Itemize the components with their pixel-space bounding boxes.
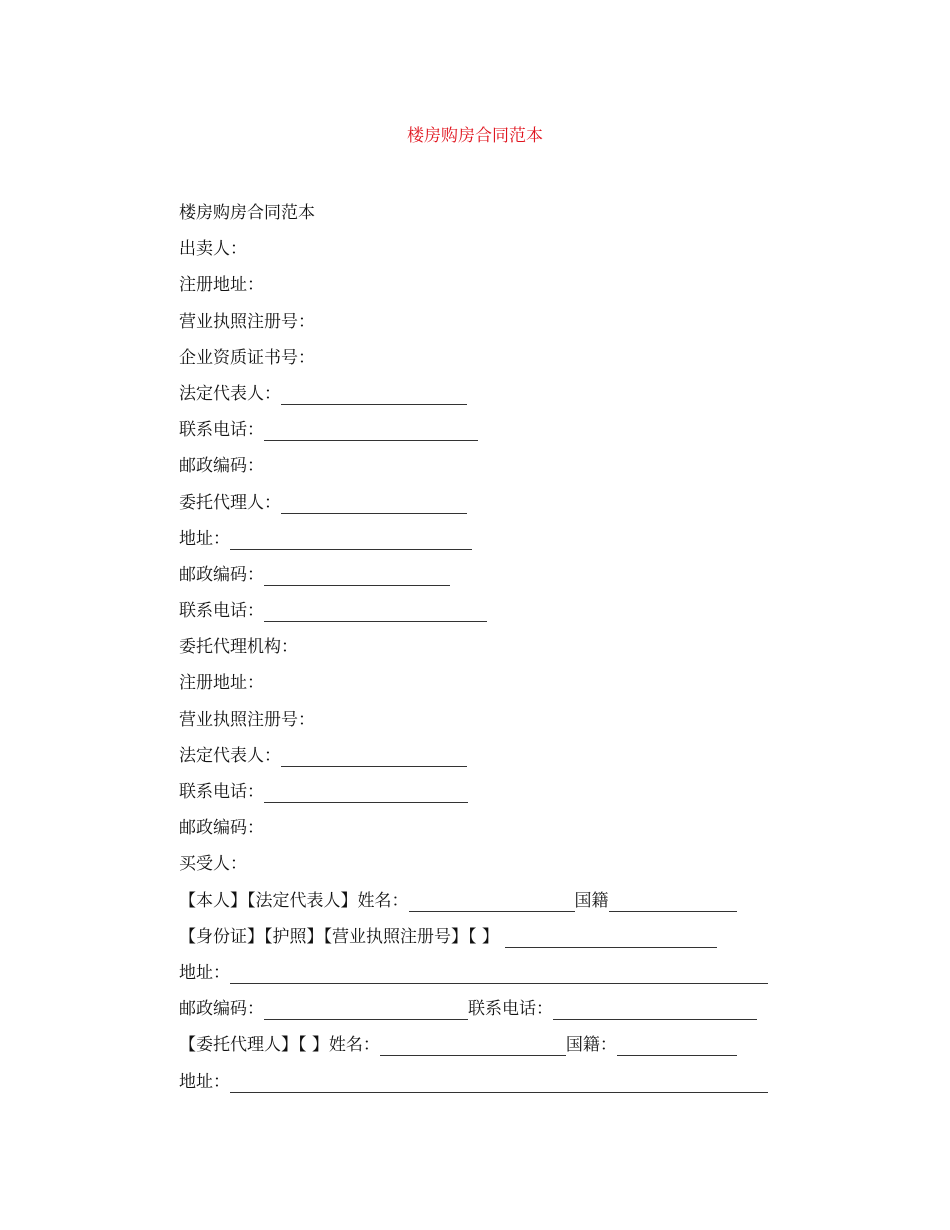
seller-agent-postcode-label: 邮政编码： [179, 564, 264, 585]
contract-heading: 楼房购房合同范本 [179, 203, 315, 223]
agency-license-label: 营业执照注册号： [179, 709, 315, 730]
seller-agent-line [179, 485, 779, 521]
buyer-identity-options: 【本人】【法定代表人】姓名： [179, 890, 409, 911]
seller-reg-address-line [179, 267, 779, 303]
heading-line [179, 195, 779, 231]
seller-legal-rep-blank[interactable] [281, 403, 467, 405]
buyer-agent-nationality-label: 国籍： [565, 1035, 617, 1056]
agency-legal-rep-label: 法定代表人： [179, 745, 281, 766]
seller-phone-line [179, 412, 779, 448]
buyer-phone-blank[interactable] [553, 1018, 757, 1020]
seller-legal-rep-line [179, 376, 779, 412]
buyer-address-line [179, 955, 779, 991]
buyer-agent-address-line [179, 1064, 779, 1100]
seller-label: 出卖人： [179, 239, 247, 260]
seller-license-line [179, 304, 779, 340]
buyer-agent-line [179, 1027, 779, 1063]
agency-line [179, 629, 779, 665]
buyer-postcode-blank[interactable] [264, 1018, 468, 1020]
buyer-nationality-label: 国籍 [574, 890, 609, 911]
buyer-id-types: 【身份证】【护照】【营业执照注册号】【 】 [179, 926, 499, 947]
buyer-postcode-label: 邮政编码： [179, 999, 264, 1020]
agency-reg-address-line [179, 665, 779, 701]
buyer-id-line [179, 919, 779, 955]
seller-agent-blank[interactable] [281, 512, 467, 514]
seller-agent-postcode-blank[interactable] [264, 584, 450, 586]
buyer-id-blank[interactable] [505, 946, 717, 948]
buyer-name-blank[interactable] [409, 910, 575, 912]
buyer-label: 买受人： [179, 854, 247, 875]
buyer-name-line [179, 883, 779, 919]
seller-agent-postcode-line [179, 557, 779, 593]
buyer-agent-name-blank[interactable] [380, 1054, 566, 1056]
seller-qualification-line [179, 340, 779, 376]
seller-reg-address-label: 注册地址： [179, 275, 264, 296]
agency-phone-line [179, 774, 779, 810]
buyer-agent-address-blank[interactable] [230, 1091, 768, 1093]
seller-agent-address-line [179, 521, 779, 557]
agency-license-line [179, 702, 779, 738]
agency-legal-rep-line [179, 738, 779, 774]
seller-agent-phone-blank[interactable] [264, 620, 487, 622]
buyer-agent-options: 【委托代理人】【 】姓名： [179, 1035, 380, 1056]
seller-phone-blank[interactable] [264, 439, 478, 441]
agency-phone-label: 联系电话： [179, 782, 264, 802]
buyer-phone-label: 联系电话： [468, 999, 553, 1020]
agency-phone-blank[interactable] [264, 801, 468, 803]
buyer-agent-address-label: 地址： [179, 1071, 230, 1092]
seller-agent-label: 委托代理人： [179, 492, 281, 513]
agency-postcode-label: 邮政编码： [179, 818, 264, 839]
buyer-line [179, 846, 779, 882]
seller-postcode-line [179, 448, 779, 484]
contract-body [179, 195, 779, 1100]
agency-postcode-line [179, 810, 779, 846]
seller-agent-address-label: 地址： [179, 528, 230, 549]
seller-line [179, 231, 779, 267]
agency-reg-address-label: 注册地址： [179, 673, 264, 694]
buyer-nationality-blank[interactable] [609, 910, 737, 912]
seller-agent-address-blank[interactable] [230, 548, 472, 550]
seller-license-label: 营业执照注册号： [179, 311, 315, 332]
buyer-contact-line [179, 991, 779, 1027]
seller-agent-phone-label: 联系电话： [179, 601, 264, 622]
seller-phone-label: 联系电话： [179, 420, 264, 441]
buyer-agent-nationality-blank[interactable] [617, 1054, 737, 1056]
agency-label: 委托代理机构： [179, 637, 298, 658]
buyer-address-blank[interactable] [230, 982, 768, 984]
seller-postcode-label: 邮政编码： [179, 456, 264, 477]
document-title: 楼房购房合同范本 [407, 126, 543, 146]
agency-legal-rep-blank[interactable] [281, 765, 467, 767]
seller-qualification-label: 企业资质证书号： [179, 347, 315, 368]
buyer-address-label: 地址： [179, 962, 230, 983]
seller-agent-phone-line [179, 593, 779, 629]
seller-legal-rep-label: 法定代表人： [179, 383, 281, 404]
